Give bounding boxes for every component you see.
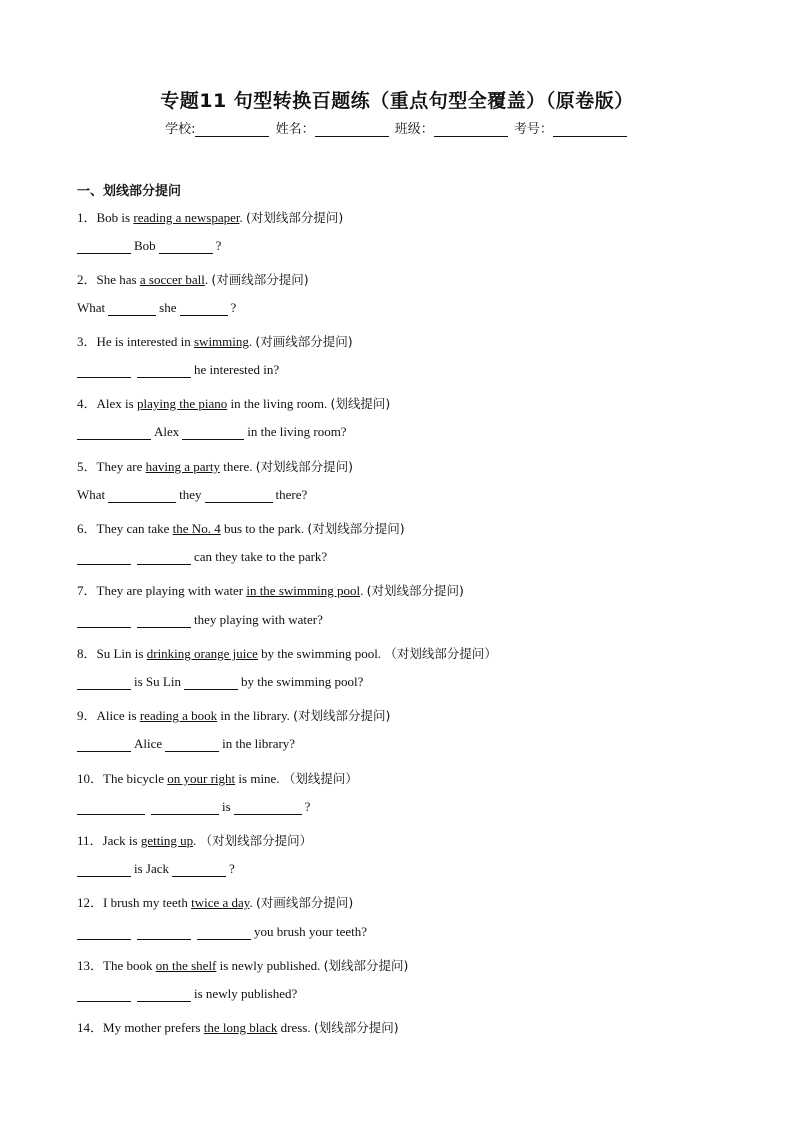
question-text: My mother prefers xyxy=(103,1020,204,1035)
number-label: 考号： xyxy=(513,122,553,137)
answer-text: is newly published? xyxy=(194,986,298,1001)
question-12 xyxy=(77,892,353,911)
answer-line-11 xyxy=(77,861,235,877)
question-number: 8． xyxy=(77,646,97,661)
underlined-part: twice a day xyxy=(191,895,250,910)
answer-line-10 xyxy=(77,799,310,815)
question-note: (对划线部分提问) xyxy=(255,459,353,474)
school-label: 学校: xyxy=(165,122,196,137)
question-text: in the living room. xyxy=(227,396,331,411)
answer-line-6 xyxy=(77,549,327,565)
answer-blank[interactable] xyxy=(77,738,131,752)
question-text: Alex is xyxy=(96,396,137,411)
question-text: They can take xyxy=(96,521,173,536)
question-number: 6． xyxy=(77,521,97,536)
question-note: （划线提问） xyxy=(282,771,358,786)
question-text: . xyxy=(360,583,367,598)
answer-text: What xyxy=(77,300,106,315)
question-10 xyxy=(77,768,358,787)
underlined-part: getting up xyxy=(140,833,194,848)
name-label: 姓名： xyxy=(275,122,315,137)
question-text: Jack is xyxy=(102,833,141,848)
answer-blank[interactable] xyxy=(172,863,226,877)
question-note: (对划线部分提问) xyxy=(293,708,391,723)
answer-blank[interactable] xyxy=(165,738,219,752)
answer-blank[interactable] xyxy=(184,676,238,690)
question-number: 10． xyxy=(77,771,104,786)
question-11 xyxy=(77,830,312,849)
question-note: (划线提问) xyxy=(330,396,391,411)
section-title: 一、划线部分提问 xyxy=(77,184,182,199)
question-text: is newly published. xyxy=(216,958,324,973)
question-number: 11． xyxy=(77,833,103,848)
question-14 xyxy=(77,1017,399,1036)
answer-line-2 xyxy=(77,300,236,316)
question-text: He is interested in xyxy=(96,334,194,349)
question-number: 1． xyxy=(77,210,97,225)
question-text: bus to the park. xyxy=(220,521,308,536)
underlined-part: on the shelf xyxy=(155,958,217,973)
answer-text: in the library? xyxy=(222,736,296,751)
question-note: (对划线部分提问) xyxy=(366,583,464,598)
answer-blank[interactable] xyxy=(77,676,131,690)
question-note: (对划线部分提问) xyxy=(245,210,344,225)
answer-blank[interactable] xyxy=(137,988,191,1002)
question-13 xyxy=(77,955,408,974)
answer-text: there? xyxy=(275,487,308,502)
answer-text: he interested in? xyxy=(194,362,280,377)
question-note: （对划线部分提问） xyxy=(384,646,497,661)
answer-text: Bob xyxy=(134,238,156,253)
question-note: (对画线部分提问) xyxy=(255,334,353,349)
question-7 xyxy=(77,580,464,599)
answer-blank[interactable] xyxy=(137,364,191,378)
answer-text: ? xyxy=(215,238,222,253)
question-note: (划线部分提问) xyxy=(313,1020,399,1035)
answer-text: is Jack xyxy=(134,861,170,876)
answer-blank[interactable] xyxy=(180,302,228,316)
answer-blank[interactable] xyxy=(137,926,191,940)
answer-blank[interactable] xyxy=(159,240,213,254)
answer-line-8 xyxy=(77,674,363,690)
answer-blank[interactable] xyxy=(77,926,131,940)
underlined-part: swimming xyxy=(194,334,249,349)
class-label: 班级： xyxy=(394,122,434,137)
answer-blank[interactable] xyxy=(77,240,131,254)
question-text: Su Lin is xyxy=(96,646,147,661)
answer-line-13 xyxy=(77,986,297,1002)
answer-line-7 xyxy=(77,612,323,628)
answer-line-3 xyxy=(77,362,279,378)
question-note: （对划线部分提问） xyxy=(199,833,313,848)
answer-text: is Su Lin xyxy=(134,674,181,689)
question-text: . xyxy=(239,210,246,225)
answer-text: is xyxy=(222,799,231,814)
question-text: . xyxy=(193,833,200,848)
question-text: They are playing with water xyxy=(96,583,247,598)
question-text: in the library. xyxy=(217,708,294,723)
question-note: (对画线部分提问) xyxy=(211,272,309,287)
question-number: 12． xyxy=(77,895,104,910)
question-text: . xyxy=(204,272,212,287)
underlined-part: drinking orange juice xyxy=(146,646,258,661)
question-2 xyxy=(77,269,309,288)
answer-text: she xyxy=(159,300,177,315)
underlined-part: a soccer ball xyxy=(139,272,205,287)
answer-line-12 xyxy=(77,924,367,940)
answer-text: by the swimming pool? xyxy=(240,674,364,689)
number-blank[interactable] xyxy=(553,122,627,137)
answer-text: in the living room? xyxy=(247,424,347,439)
question-number: 3． xyxy=(77,334,97,349)
underlined-part: in the swimming pool xyxy=(246,583,361,598)
question-note: (对划线部分提问) xyxy=(307,521,405,536)
answer-line-1 xyxy=(77,238,221,254)
answer-blank[interactable] xyxy=(77,614,131,628)
class-blank[interactable] xyxy=(434,122,508,137)
question-text: . xyxy=(249,895,256,910)
underlined-part: having a party xyxy=(145,459,220,474)
answer-blank[interactable] xyxy=(77,801,145,815)
answer-blank[interactable] xyxy=(108,302,156,316)
question-note: (对画线部分提问) xyxy=(255,895,354,910)
answer-text: ? xyxy=(229,861,235,876)
answer-blank[interactable] xyxy=(108,489,176,503)
question-number: 14． xyxy=(77,1020,104,1035)
question-number: 13． xyxy=(77,958,104,973)
answer-text: ? xyxy=(304,799,311,814)
underlined-part: reading a book xyxy=(139,708,218,723)
answer-text: What xyxy=(77,487,106,502)
answer-text: Alex xyxy=(154,424,180,439)
question-4 xyxy=(77,393,390,412)
answer-blank[interactable] xyxy=(234,801,302,815)
question-6 xyxy=(77,518,405,537)
question-number: 7． xyxy=(77,583,97,598)
underlined-part: on your right xyxy=(167,771,236,786)
underlined-part: reading a newspaper xyxy=(133,210,240,225)
question-1 xyxy=(77,207,343,226)
answer-blank[interactable] xyxy=(77,426,151,440)
question-number: 2． xyxy=(77,272,97,287)
answer-blank[interactable] xyxy=(137,614,191,628)
question-note: (划线部分提问) xyxy=(323,958,409,973)
underlined-part: the No. 4 xyxy=(172,521,221,536)
question-text: The bicycle xyxy=(103,771,168,786)
answer-blank[interactable] xyxy=(77,364,131,378)
answer-line-9 xyxy=(77,736,295,752)
school-blank[interactable] xyxy=(195,122,269,137)
answer-text: they xyxy=(179,487,202,502)
question-number: 4． xyxy=(77,396,97,411)
question-text: They are xyxy=(96,459,146,474)
answer-text: they playing with water? xyxy=(194,612,323,627)
question-9 xyxy=(77,705,390,724)
name-blank[interactable] xyxy=(315,122,389,137)
answer-line-5 xyxy=(77,487,307,503)
underlined-part: playing the piano xyxy=(136,396,228,411)
answer-blank[interactable] xyxy=(77,551,131,565)
question-text: by the swimming pool. xyxy=(257,646,385,661)
answer-blank[interactable] xyxy=(205,489,273,503)
answer-blank[interactable] xyxy=(137,551,191,565)
answer-text: ? xyxy=(230,300,237,315)
question-5 xyxy=(77,456,353,475)
answer-text: you brush your teeth? xyxy=(254,924,368,939)
page-title: 专题11 句型转换百题练（重点句型全覆盖）（原卷版） xyxy=(160,90,634,112)
question-text: is mine. xyxy=(235,771,283,786)
underlined-part: the long black xyxy=(203,1020,278,1035)
question-text: I brush my teeth xyxy=(103,895,192,910)
question-3 xyxy=(77,331,353,350)
answer-blank[interactable] xyxy=(77,988,131,1002)
question-text: She has xyxy=(96,272,140,287)
question-text: The book xyxy=(103,958,156,973)
student-info-line xyxy=(0,118,794,137)
question-text: Alice is xyxy=(96,708,140,723)
question-text: there. xyxy=(219,459,256,474)
question-text: dress. xyxy=(277,1020,314,1035)
question-text: . xyxy=(248,334,256,349)
answer-blank[interactable] xyxy=(77,863,131,877)
question-8 xyxy=(77,643,497,662)
answer-text: Alice xyxy=(134,736,163,751)
answer-text: can they take to the park? xyxy=(194,549,328,564)
question-number: 9． xyxy=(77,708,97,723)
answer-blank[interactable] xyxy=(182,426,244,440)
answer-blank[interactable] xyxy=(151,801,219,815)
answer-line-4 xyxy=(77,424,347,440)
question-text: Bob is xyxy=(96,210,134,225)
answer-blank[interactable] xyxy=(197,926,251,940)
question-number: 5． xyxy=(77,459,97,474)
